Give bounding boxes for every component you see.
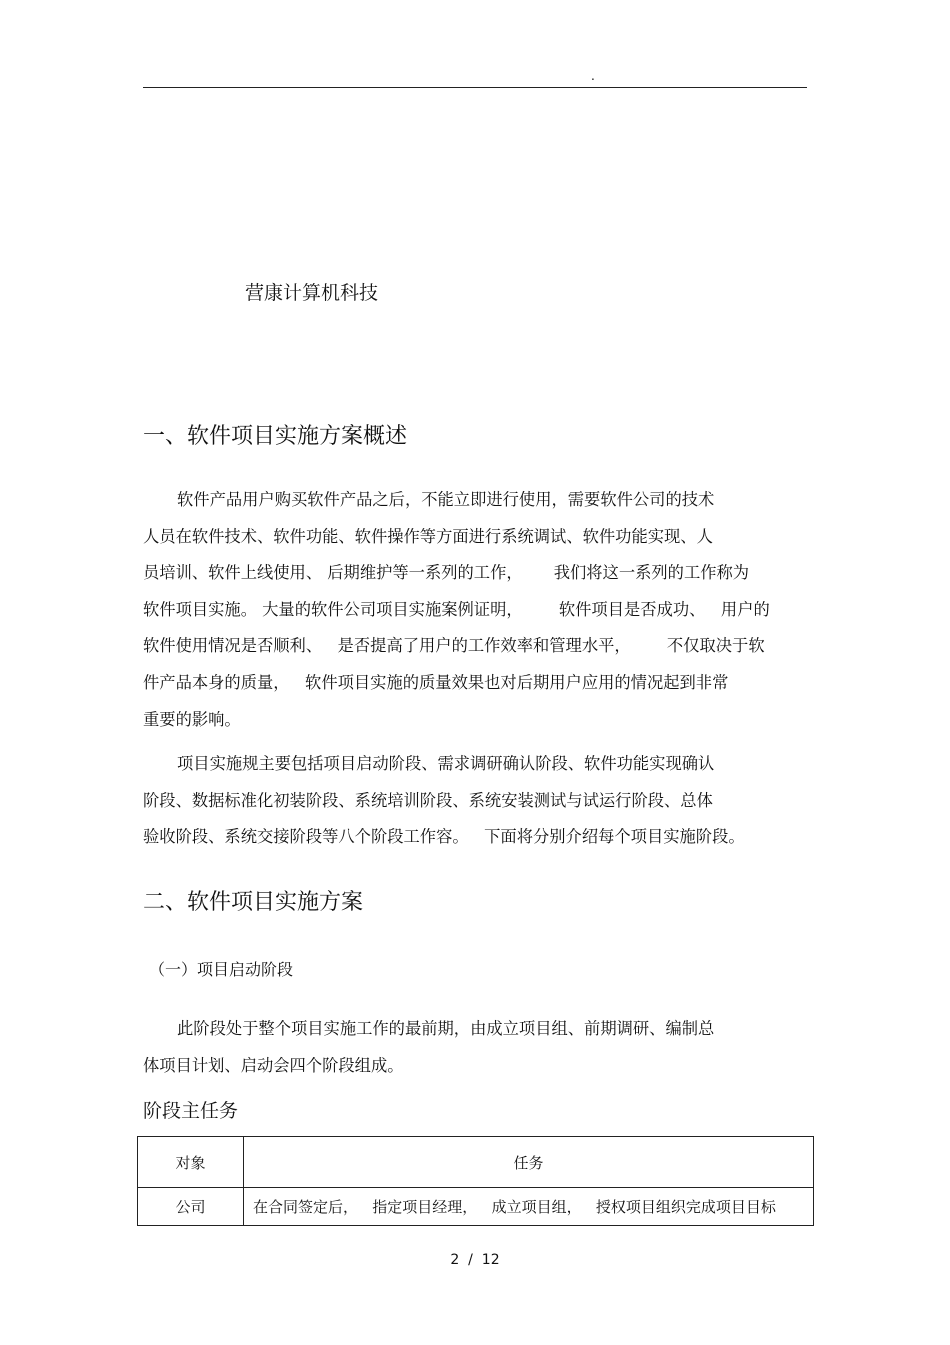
paragraph-line: 体项目计划、启动会四个阶段组成。 xyxy=(143,1055,404,1075)
paragraph-line: 软件使用情况是否顺利、 是否提高了用户的工作效率和管理水平， 不仅取决于软 xyxy=(143,636,765,656)
table-row xyxy=(138,1188,814,1226)
header-mark: . xyxy=(591,69,595,83)
stage-task-table xyxy=(137,1136,814,1226)
page-indicator: 2 / 12 xyxy=(450,1252,500,1268)
section2-heading: 二、软件项目实施方案 xyxy=(143,890,364,915)
paragraph-line: 验收阶段、系统交接阶段等八个阶段工作容。 下面将分别介绍每个项目实施阶段。 xyxy=(143,827,745,847)
section1-heading: 一、软件项目实施方案概述 xyxy=(143,424,408,449)
paragraph-line: 员培训、软件上线使用、 后期维护等一系列的工作， 我们将这一系列的工作称为 xyxy=(143,563,750,583)
company-name: 营康计算机科技 xyxy=(245,282,379,304)
header-rule xyxy=(143,87,807,88)
table-header-row xyxy=(138,1137,814,1188)
column-header-task: 任务 xyxy=(244,1137,814,1188)
section1-paragraph2 xyxy=(143,746,745,856)
table-cell-object: 公司 xyxy=(138,1188,244,1226)
paragraph-line: 重要的影响。 xyxy=(143,709,241,729)
paragraph-line: 软件产品用户购买软件产品之后，不能立即进行使用，需要软件公司的技术 xyxy=(177,490,715,509)
paragraph-line: 人员在软件技术、软件功能、软件操作等方面进行系统调试、软件功能实现、人 xyxy=(143,526,713,546)
paragraph-line: 件产品本身的质量， 软件项目实施的质量效果也对后期用户应用的情况起到非常 xyxy=(143,672,729,692)
section2-paragraph xyxy=(143,1011,714,1084)
paragraph-line: 此阶段处于整个项目实施工作的最前期，由成立项目组、前期调研、编制总 xyxy=(177,1019,715,1038)
table-title: 阶段主任务 xyxy=(143,1100,239,1122)
section1-paragraph1 xyxy=(143,482,770,738)
section2-subheading: （一）项目启动阶段 xyxy=(149,960,294,979)
paragraph-line: 软件项目实施。 大量的软件公司项目实施案例证明， 软件项目是否成功、 用户的 xyxy=(143,599,770,619)
paragraph-line: 项目实施规主要包括项目启动阶段、需求调研确认阶段、软件功能实现确认 xyxy=(177,754,715,773)
paragraph-line: 阶段、数据标准化初装阶段、系统培训阶段、系统安装测试与试运行阶段、总体 xyxy=(143,790,713,810)
column-header-object: 对象 xyxy=(138,1137,244,1188)
table-cell-task: 在合同签定后， 指定项目经理， 成立项目组， 授权项目组织完成项目目标 xyxy=(244,1188,814,1226)
